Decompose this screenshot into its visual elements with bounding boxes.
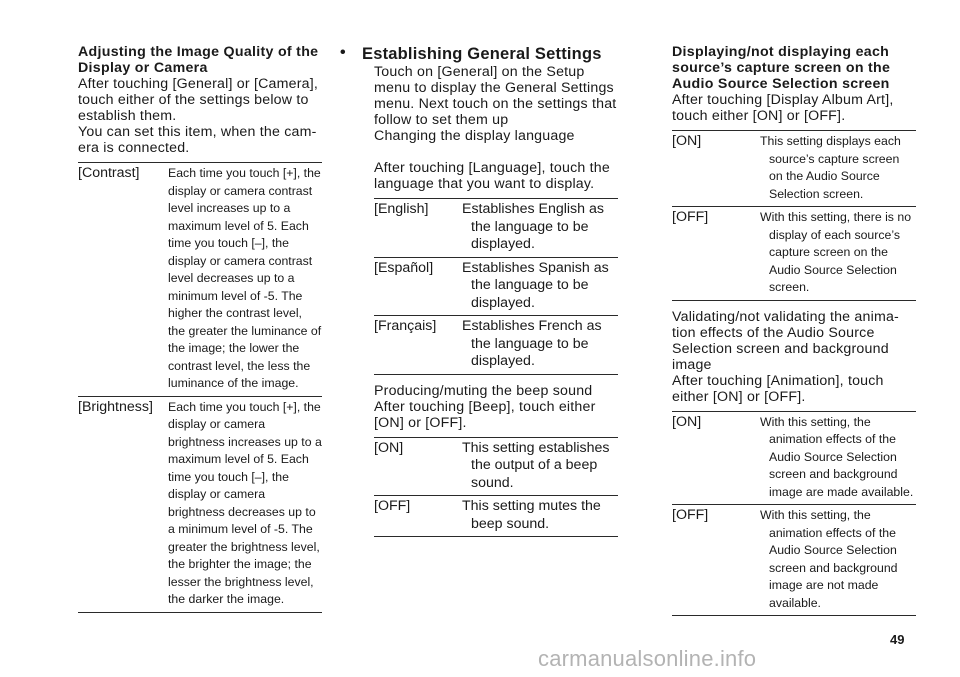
row-desc-anim-off: With this setting, the animation effects of the Audio Source Selection screen and background image are not made available. [760, 508, 898, 610]
intro-text: After touching [General] or [Camera], touch either of the settings below to establish them. [78, 76, 319, 124]
table-row [672, 505, 916, 616]
settings-table-beep [374, 437, 618, 538]
section-heading-capture-screen: Displaying/not displaying each source’s capture screen on the Audio Source Selection screen [672, 44, 891, 92]
watermark: carmanualsonline.info [538, 646, 757, 671]
row-label-beep-off: [OFF] [374, 498, 411, 514]
table-row [374, 199, 618, 258]
table-row [672, 411, 916, 505]
row-label-beep-on: [ON] [374, 439, 404, 456]
settings-table-animation [672, 411, 916, 617]
column-image-quality [78, 44, 322, 613]
row-desc-anim-on: With this setting, the animation effects of the Audio Source Selection screen and background image are made available. [760, 414, 914, 499]
settings-table-language [374, 198, 618, 375]
row-desc-spanish: Establishes Spanish as the language to be displayed. [462, 259, 609, 311]
note-text: You can set this item, when the cam-era is connected. [78, 124, 317, 156]
settings-table-image-quality [78, 162, 322, 613]
subheading-animation: Validating/not validating the anima-tion effects of the Audio Source Selection screen and background image [672, 308, 899, 373]
row-desc-french: Establishes French as the language to be displayed. [462, 318, 602, 369]
row-label-art-off: [OFF] [672, 209, 709, 225]
row-desc-art-off: With this setting, there is no display of each source’s capture screen on the Audio Source Selection screen. [760, 210, 912, 294]
row-label-anim-on: [ON] [672, 413, 702, 430]
row-desc-brightness: Each time you touch [+], the display or camera brightness increases up to a maximum level of 5. Each time you touch [–], the display or camera brightness decreases up to a minimum level of -5. The greater the brightness level, the brighter the image; the lesser the brightness level, the darker the image. [168, 399, 322, 606]
row-desc-art-on: This setting displays each source’s capture screen on the Audio Source Selection screen. [760, 134, 901, 201]
table-row [78, 396, 322, 612]
table-row [672, 131, 916, 207]
row-label-contrast: [Contrast] [78, 165, 140, 181]
language-instructions: After touching [Language], touch the language that you want to display. [374, 160, 610, 192]
row-desc-beep-on: This setting establishes the output of a beep sound. [462, 439, 610, 491]
table-row [374, 316, 618, 375]
page-number: 49 [890, 632, 905, 647]
section-heading-image-quality: Adjusting the Image Quality of the Display or Camera [78, 44, 319, 76]
row-desc-english: Establishes English as the language to be displayed. [462, 201, 604, 252]
column-audio-source [672, 44, 916, 616]
row-label-spanish: [Español] [374, 259, 434, 276]
row-desc-contrast: Each time you touch [+], the display or camera contrast level increases up to a maximum level of 5. Each time you touch [–], the display or camera contrast level decreases up to a minimum level of -5. The higher the contrast level, the greater the luminance of the image; the lower the contrast level, the less the luminance of the image. [168, 166, 322, 390]
intro-text: Touch on [General] on the Setup menu to display the General Settings menu. Next touch on the settings that follow to set them up [374, 64, 617, 128]
row-label-english: [English] [374, 201, 429, 217]
intro-text: After touching [Display Album Art], touch either [ON] or [OFF]. [672, 92, 894, 124]
beep-instructions: After touching [Beep], touch either [ON] or [OFF]. [374, 398, 596, 431]
table-row [374, 496, 618, 537]
column-general-settings [340, 44, 618, 537]
table-row [672, 207, 916, 301]
row-label-art-on: [ON] [672, 133, 702, 149]
subheading-beep: Producing/muting the beep sound [374, 382, 593, 399]
row-desc-beep-off: This setting mutes the beep sound. [462, 498, 601, 532]
table-row [374, 257, 618, 316]
animation-instructions: After touching [Animation], touch either [ON] or [OFF]. [672, 372, 884, 405]
bullet-icon: • [340, 44, 346, 61]
row-label-anim-off: [OFF] [672, 507, 709, 523]
row-label-brightness: [Brightness] [78, 398, 153, 415]
section-heading-general-settings: Establishing General Settings [362, 45, 602, 63]
settings-table-album-art [672, 130, 916, 301]
table-row [374, 437, 618, 496]
table-row [78, 163, 322, 397]
subheading-language: Changing the display language [374, 128, 575, 144]
row-label-french: [Français] [374, 318, 437, 334]
